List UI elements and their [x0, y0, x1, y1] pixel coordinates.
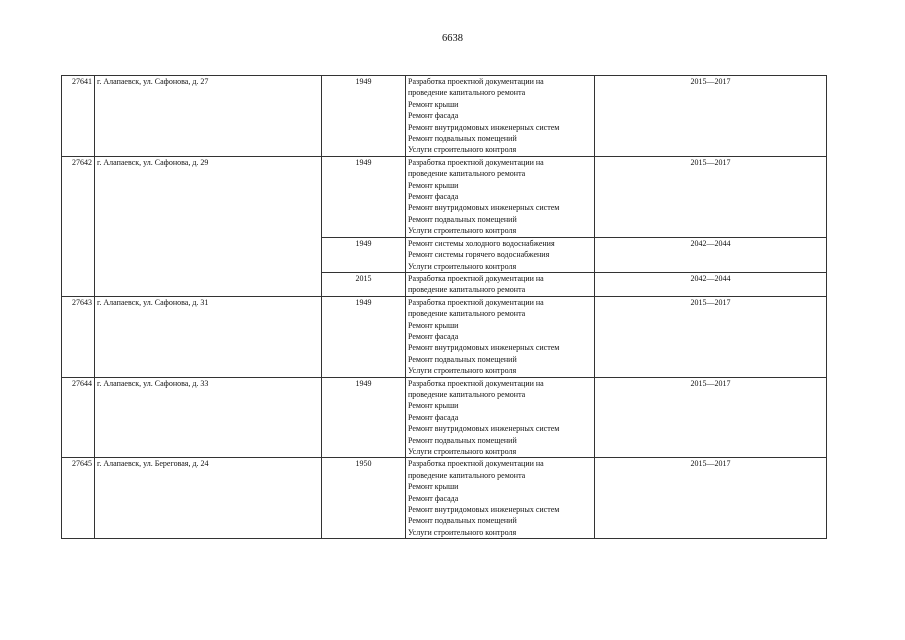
build-year-cell: 1950 [322, 458, 406, 539]
work-item: Ремонт фасада [408, 111, 459, 121]
work-item: Разработка проектной документации на [408, 297, 544, 307]
build-year-cell: 2015 [322, 272, 406, 296]
work-item: Услуги строительного контроля [408, 527, 517, 537]
work-item: Разработка проектной документации на [408, 157, 544, 167]
page-number: 6638 [442, 33, 463, 44]
work-item: Услуги строительного контроля [408, 447, 517, 456]
work-item: Ремонт подвальных помещений [408, 214, 517, 224]
work-item: Ремонт фасада [408, 331, 459, 341]
build-year-cell: 1949 [322, 237, 406, 272]
work-item: проведение капитального ремонта [408, 309, 526, 319]
table-body [62, 76, 827, 539]
table-row [62, 156, 827, 237]
building-number-cell: 27642 [62, 156, 95, 296]
work-item: Ремонт крыши [408, 320, 459, 330]
address-cell: г. Алапаевск, ул. Сафонова, д. 27 [95, 76, 322, 157]
work-item: Ремонт внутридомовых инженерных систем [408, 505, 560, 515]
repair-period-cell: 2015—2017 [595, 156, 827, 237]
work-item: Ремонт крыши [408, 482, 459, 492]
build-year-cell: 1949 [322, 377, 406, 458]
work-item: Ремонт внутридомовых инженерных систем [408, 343, 560, 353]
repair-period-cell: 2042—2044 [595, 272, 827, 296]
repair-period-cell: 2015—2017 [595, 458, 827, 539]
works-cell [406, 296, 595, 377]
work-item: проведение капитального ремонта [408, 470, 526, 480]
works-cell [406, 156, 595, 237]
work-item: проведение капитального ремонта [408, 88, 526, 98]
address-cell: г. Алапаевск, ул. Сафонова, д. 29 [95, 156, 322, 296]
repair-period-cell: 2015—2017 [595, 296, 827, 377]
work-item: Ремонт подвальных помещений [408, 354, 517, 364]
work-item: Ремонт подвальных помещений [408, 516, 517, 526]
building-number-cell: 27641 [62, 76, 95, 157]
work-item: Услуги строительного контроля [408, 226, 517, 236]
work-item: Ремонт крыши [408, 401, 459, 411]
work-item: Ремонт крыши [408, 99, 459, 109]
work-item: Услуги строительного контроля [408, 145, 517, 155]
work-item: Ремонт фасада [408, 493, 459, 503]
capital-repair-table [61, 75, 827, 539]
work-item: проведение капитального ремонта [408, 169, 526, 179]
work-item: проведение капитального ремонта [408, 389, 526, 399]
work-item: Ремонт подвальных помещений [408, 134, 517, 144]
address-cell: г. Алапаевск, ул. Сафонова, д. 33 [95, 377, 322, 458]
build-year-cell: 1949 [322, 76, 406, 157]
building-number-cell: 27645 [62, 458, 95, 539]
work-item: Разработка проектной документации на [408, 273, 544, 283]
table-row [62, 458, 827, 539]
work-item: Ремонт системы горячего водоснабжения [408, 250, 550, 260]
repair-period-cell: 2042—2044 [595, 237, 827, 272]
works-cell [406, 458, 595, 539]
work-item: Услуги строительного контроля [408, 366, 517, 376]
address-cell: г. Алапаевск, ул. Сафонова, д. 31 [95, 296, 322, 377]
work-item: Ремонт системы холодного водоснабжения [408, 238, 555, 248]
building-number-cell: 27643 [62, 296, 95, 377]
repair-period-cell: 2015—2017 [595, 76, 827, 157]
work-item: Ремонт внутридомовых инженерных систем [408, 424, 560, 434]
works-cell [406, 76, 595, 157]
work-item: Ремонт внутридомовых инженерных систем [408, 122, 560, 132]
work-item: Услуги строительного контроля [408, 261, 517, 271]
table-row [62, 296, 827, 377]
address-cell: г. Алапаевск, ул. Береговая, д. 24 [95, 458, 322, 539]
repair-period-cell: 2015—2017 [595, 377, 827, 458]
work-item: Ремонт крыши [408, 180, 459, 190]
work-item: Ремонт внутридомовых инженерных систем [408, 203, 560, 213]
work-item: Разработка проектной документации на [408, 459, 544, 469]
table-row [62, 76, 827, 157]
works-cell [406, 237, 595, 272]
table-row [62, 377, 827, 458]
work-item: проведение капитального ремонта [408, 285, 526, 295]
building-number-cell: 27644 [62, 377, 95, 458]
work-item: Ремонт фасада [408, 192, 459, 202]
build-year-cell: 1949 [322, 296, 406, 377]
work-item: Разработка проектной документации на [408, 378, 544, 388]
build-year-cell: 1949 [322, 156, 406, 237]
work-item: Ремонт фасада [408, 412, 459, 422]
work-item: Ремонт подвальных помещений [408, 435, 517, 445]
works-cell [406, 272, 595, 296]
work-item: Разработка проектной документации на [408, 77, 544, 86]
works-cell [406, 377, 595, 458]
